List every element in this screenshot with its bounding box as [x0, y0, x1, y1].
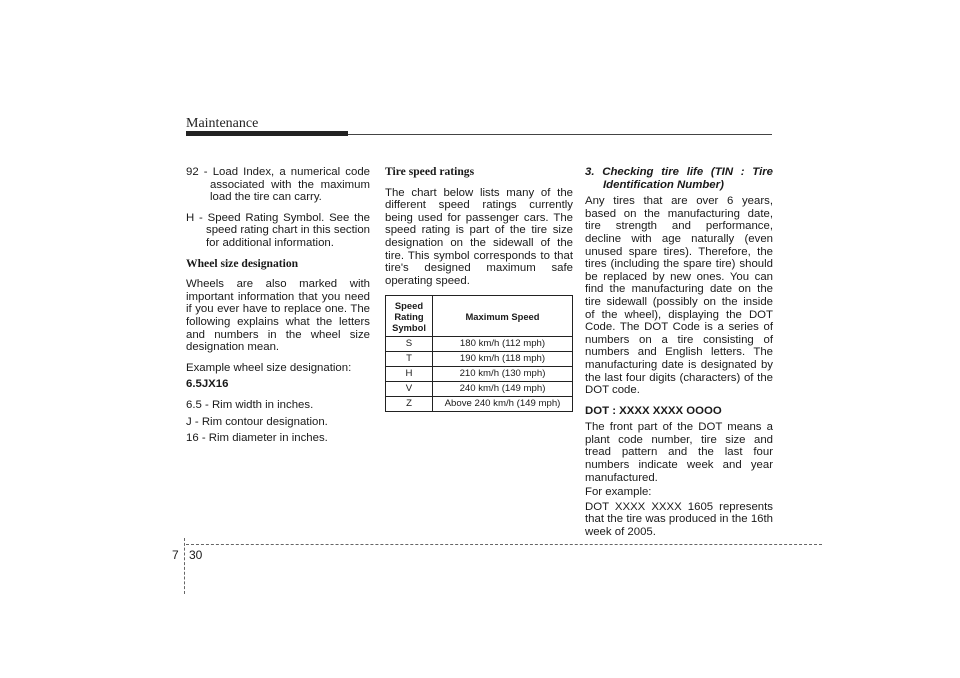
- column-speed-ratings: [385, 166, 573, 412]
- load-index-item: 92 - Load Index, a numerical code associated with the maximum load the tire can carry.: [186, 166, 370, 204]
- table-row: [386, 397, 573, 412]
- table-cell-symbol: Z: [386, 397, 433, 412]
- table-cell-symbol: H: [386, 367, 433, 382]
- rim-diameter-item: 16 - Rim diameter in inches.: [186, 432, 328, 445]
- table-row: [386, 367, 573, 382]
- table-cell-speed: 190 km/h (118 mph): [433, 352, 573, 367]
- example-label: Example wheel size designation:: [186, 361, 352, 374]
- page-number: 30: [189, 548, 203, 562]
- chapter-number: 7: [172, 548, 179, 562]
- table-cell-symbol: V: [386, 382, 433, 397]
- rim-contour-item: J - Rim contour designation.: [186, 415, 328, 428]
- footer-divider: [184, 538, 185, 594]
- table-row: [386, 337, 573, 352]
- column-load-wheel: [186, 166, 370, 453]
- dot-description: The front part of the DOT means a plant code number, tire size and tread pattern and the last four numbers indicate week and year manufactured.: [585, 421, 773, 484]
- table-cell-speed: 240 km/h (149 mph): [433, 382, 573, 397]
- table-row: [386, 352, 573, 367]
- section-title: Maintenance: [186, 116, 259, 131]
- dot-code: DOT : XXXX XXXX OOOO: [585, 404, 722, 417]
- table-cell-speed: 210 km/h (130 mph): [433, 367, 573, 382]
- header-rule: [348, 134, 772, 135]
- table-cell-symbol: S: [386, 337, 433, 352]
- table-cell-speed: Above 240 km/h (149 mph): [433, 397, 573, 412]
- example-code: 6.5JX16: [186, 378, 229, 391]
- rim-width-item: 6.5 - Rim width in inches.: [186, 398, 314, 411]
- header-bar: [186, 131, 348, 136]
- tire-life-body: Any tires that are over 6 years, based on the manufacturing date, tire strength and performance, decline with age naturally (even unused spare tires). Therefore, the tires (including the spare tire) should be replaced by new ones. You can find the manufacturing date on the tire sidewall (possibly on the inside of the wheel), displaying the DOT Code. The DOT Code is a series of numbers on a tire consisting of numbers and English letters. The manufacturing date is designated by the last four digits (characters) of the DOT code.: [585, 195, 773, 397]
- speed-ratings-body: The chart below lists many of the different speed ratings currently being used for passenger cars. The speed rating is part of the tire size designation on the sidewall of the tire. This symbol corresponds to that tire's designed maximum safe operating speed.: [385, 186, 573, 287]
- column-tire-life: [585, 166, 773, 547]
- for-example-label: For example:: [585, 486, 652, 499]
- speed-symbol-item: H - Speed Rating Symbol. See the speed rating chart in this section for additional information.: [186, 211, 370, 249]
- table-row: [386, 382, 573, 397]
- wheel-size-heading: Wheel size designation: [186, 256, 299, 270]
- footer-rule: [186, 544, 822, 545]
- table-header-speed: Maximum Speed: [433, 296, 573, 337]
- dot-example: DOT XXXX XXXX 1605 represents that the tire was produced in the 16th week of 2005.: [585, 500, 773, 539]
- table-cell-symbol: T: [386, 352, 433, 367]
- speed-rating-table: [385, 295, 573, 412]
- table-header-symbol: Speed Rating Symbol: [386, 296, 433, 337]
- table-cell-speed: 180 km/h (112 mph): [433, 337, 573, 352]
- tire-life-heading: 3. Checking tire life (TIN : Tire Identification Number): [585, 166, 773, 191]
- speed-ratings-heading: Tire speed ratings: [385, 165, 475, 178]
- wheel-size-intro: Wheels are also marked with important information that you need if you ever have to replace one. The following explains what the letters and numbers in the wheel size designation mean.: [186, 278, 370, 354]
